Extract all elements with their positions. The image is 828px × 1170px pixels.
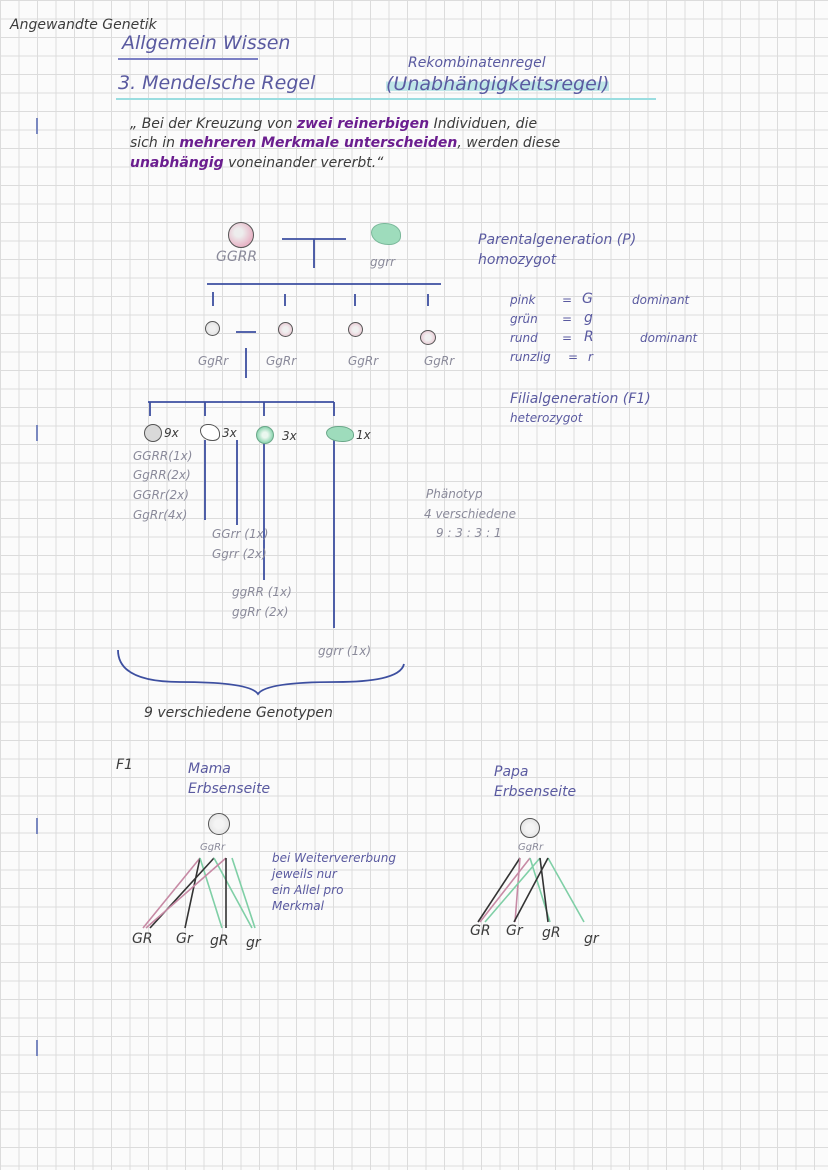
legend-trait: pink	[510, 293, 536, 307]
legend-equals: =	[568, 350, 579, 364]
mama-sub-label: Erbsenseite	[188, 781, 271, 797]
f1-pea-icon	[420, 330, 436, 345]
inheritance-note: ein Allel pro	[272, 883, 344, 897]
legend-equals: =	[562, 312, 573, 326]
rule-alt-name: Rekombinatenregel	[408, 55, 546, 71]
gamete-label: gR	[210, 933, 229, 949]
parental-generation-label: Parentalgeneration (P)	[478, 232, 637, 248]
f1-section-label: F1	[116, 757, 133, 773]
filial-heterozygot-label: heterozygot	[510, 411, 583, 425]
genotype-entry: GgRR(2x)	[133, 468, 191, 482]
subject-heading: Angewandte Genetik	[10, 17, 157, 33]
mama-label: Mama	[188, 761, 231, 777]
gamete-label: Gr	[506, 923, 523, 939]
gamete-label: GR	[470, 923, 491, 939]
rule-paren: (Unabhängigkeitsregel)	[386, 73, 610, 95]
f1-child-genotype: GgRr	[266, 354, 297, 368]
genotype-entry: GGrr (1x)	[212, 527, 269, 541]
legend-equals: =	[562, 293, 573, 307]
f1-child-genotype: GgRr	[198, 354, 229, 368]
genotype-entry: ggrr (1x)	[318, 644, 372, 658]
genotype-entry: GGRr(2x)	[133, 488, 189, 502]
phenotype-count: 3x	[222, 426, 237, 440]
f1-pea-icon	[205, 321, 220, 336]
legend-trait: grün	[510, 312, 538, 326]
green-wrinkled-pea-icon	[326, 426, 354, 442]
inheritance-note: jeweils nur	[272, 867, 337, 881]
mama-genotype: GgRr	[200, 842, 226, 853]
papa-pea-icon	[520, 818, 540, 838]
papa-genotype: GgRr	[518, 842, 544, 853]
pink-round-pea-icon	[144, 424, 162, 442]
f1-pea-icon	[278, 322, 293, 337]
genotype-entry: GgRr(4x)	[133, 508, 188, 522]
quote-line-3: unabhängig voneinander vererbt.“	[130, 155, 384, 171]
genotype-entry: ggRr (2x)	[232, 605, 289, 619]
quote-line-1: „ Bei der Kreuzung von zwei reinerbigen Individuen, die	[130, 116, 538, 132]
genotype-summary: 9 verschiedene Genotypen	[144, 705, 333, 721]
phenotype-ratio: 9 : 3 : 3 : 1	[436, 526, 502, 540]
quote-line-2: sich in mehreren Merkmale unterscheiden, werden diese	[130, 135, 561, 151]
phenotype-count: 3x	[282, 429, 297, 443]
f1-child-genotype: GgRr	[348, 354, 379, 368]
phenotype-title: Phänotyp	[426, 487, 483, 501]
f1-child-genotype: GgRr	[424, 354, 455, 368]
gamete-label: GR	[132, 931, 153, 947]
pink-round-pea-icon	[228, 222, 254, 248]
legend-allele: G	[582, 291, 593, 307]
mama-pea-icon	[208, 813, 230, 835]
phenotype-count: 9x	[164, 426, 179, 440]
phenotype-count-label: 4 verschiedene	[424, 507, 517, 521]
parent-2-genotype: ggrr	[370, 255, 396, 269]
legend-note: dominant	[640, 331, 698, 345]
legend-equals: =	[562, 331, 573, 345]
papa-label: Papa	[494, 764, 529, 780]
page-title: Allgemein Wissen	[122, 32, 291, 54]
genotype-entry: ggRR (1x)	[232, 585, 292, 599]
parent-1-genotype: GGRR	[216, 249, 258, 265]
inheritance-note: bei Weitervererbung	[272, 851, 396, 865]
parental-homozygot-label: homozygot	[478, 252, 557, 268]
papa-sub-label: Erbsenseite	[494, 784, 577, 800]
legend-allele: R	[584, 329, 594, 345]
gamete-label: gr	[584, 931, 599, 947]
legend-trait: rund	[510, 331, 538, 345]
gamete-label: Gr	[176, 931, 193, 947]
rule-title: 3. Mendelsche Regel	[118, 72, 316, 94]
gamete-label: gR	[542, 925, 561, 941]
legend-trait: runzlig	[510, 350, 551, 364]
filial-generation-label: Filialgeneration (F1)	[510, 391, 651, 407]
legend-note: dominant	[632, 293, 690, 307]
legend-allele: g	[584, 310, 593, 326]
genotype-entry: GGRR(1x)	[133, 449, 193, 463]
phenotype-count: 1x	[356, 428, 371, 442]
gamete-label: gr	[246, 935, 261, 951]
f1-pea-icon	[348, 322, 363, 337]
green-round-pea-icon	[256, 426, 274, 444]
inheritance-note: Merkmal	[272, 899, 324, 913]
legend-allele: r	[588, 350, 593, 364]
genotype-entry: Ggrr (2x)	[212, 547, 267, 561]
